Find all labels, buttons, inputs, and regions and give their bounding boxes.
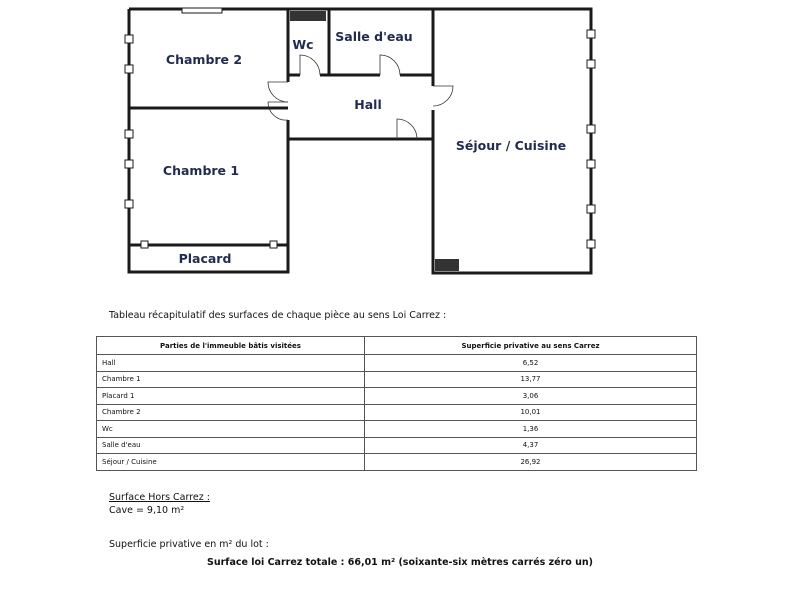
row-surface: 1,36 [365, 421, 697, 438]
row-part: Wc [97, 421, 365, 438]
table-row [97, 404, 697, 421]
row-surface: 13,77 [365, 371, 697, 388]
row-surface: 10,01 [365, 404, 697, 421]
row-surface: 3,06 [365, 388, 697, 405]
room-label-salle-eau: Salle d'eau [335, 29, 413, 44]
room-label-chambre-2: Chambre 2 [165, 52, 243, 67]
room-label-sejour: Séjour / Cuisine [455, 138, 567, 153]
table-row [97, 355, 697, 372]
row-part: Salle d'eau [97, 437, 365, 454]
wc-fixture [290, 11, 326, 21]
windows [125, 8, 595, 248]
row-part: Séjour / Cuisine [97, 454, 365, 471]
row-surface: 6,52 [365, 355, 697, 372]
table-row [97, 371, 697, 388]
table-header-surface: Superficie privative au sens Carrez [365, 337, 697, 355]
row-part: Placard 1 [97, 388, 365, 405]
hors-carrez-title: Surface Hors Carrez : [109, 492, 210, 503]
row-part: Chambre 2 [97, 404, 365, 421]
row-surface: 26,92 [365, 454, 697, 471]
room-label-hall: Hall [354, 97, 382, 112]
hors-carrez-cave: Cave = 9,10 m² [109, 505, 185, 516]
room-label-chambre-1: Chambre 1 [162, 163, 240, 178]
sejour-fixture [435, 259, 459, 271]
summary-intro: Tableau récapitulatif des surfaces de chaque pièce au sens Loi Carrez : [109, 310, 447, 321]
table-header-parts: Parties de l'immeuble bâtis visitées [97, 337, 365, 355]
table-row [97, 437, 697, 454]
room-label-wc: Wc [292, 37, 314, 52]
row-part: Chambre 1 [97, 371, 365, 388]
privative-label: Superficie privative en m² du lot : [109, 539, 269, 550]
surface-table [96, 336, 697, 471]
table-header-row [97, 337, 697, 355]
room-label-placard: Placard [178, 251, 232, 266]
row-part: Hall [97, 355, 365, 372]
total-surface: Surface loi Carrez totale : 66,01 m² (soixante-six mètres carrés zéro un) [207, 557, 593, 568]
row-surface: 4,37 [365, 437, 697, 454]
table-row [97, 388, 697, 405]
table-row [97, 421, 697, 438]
table-row [97, 454, 697, 471]
